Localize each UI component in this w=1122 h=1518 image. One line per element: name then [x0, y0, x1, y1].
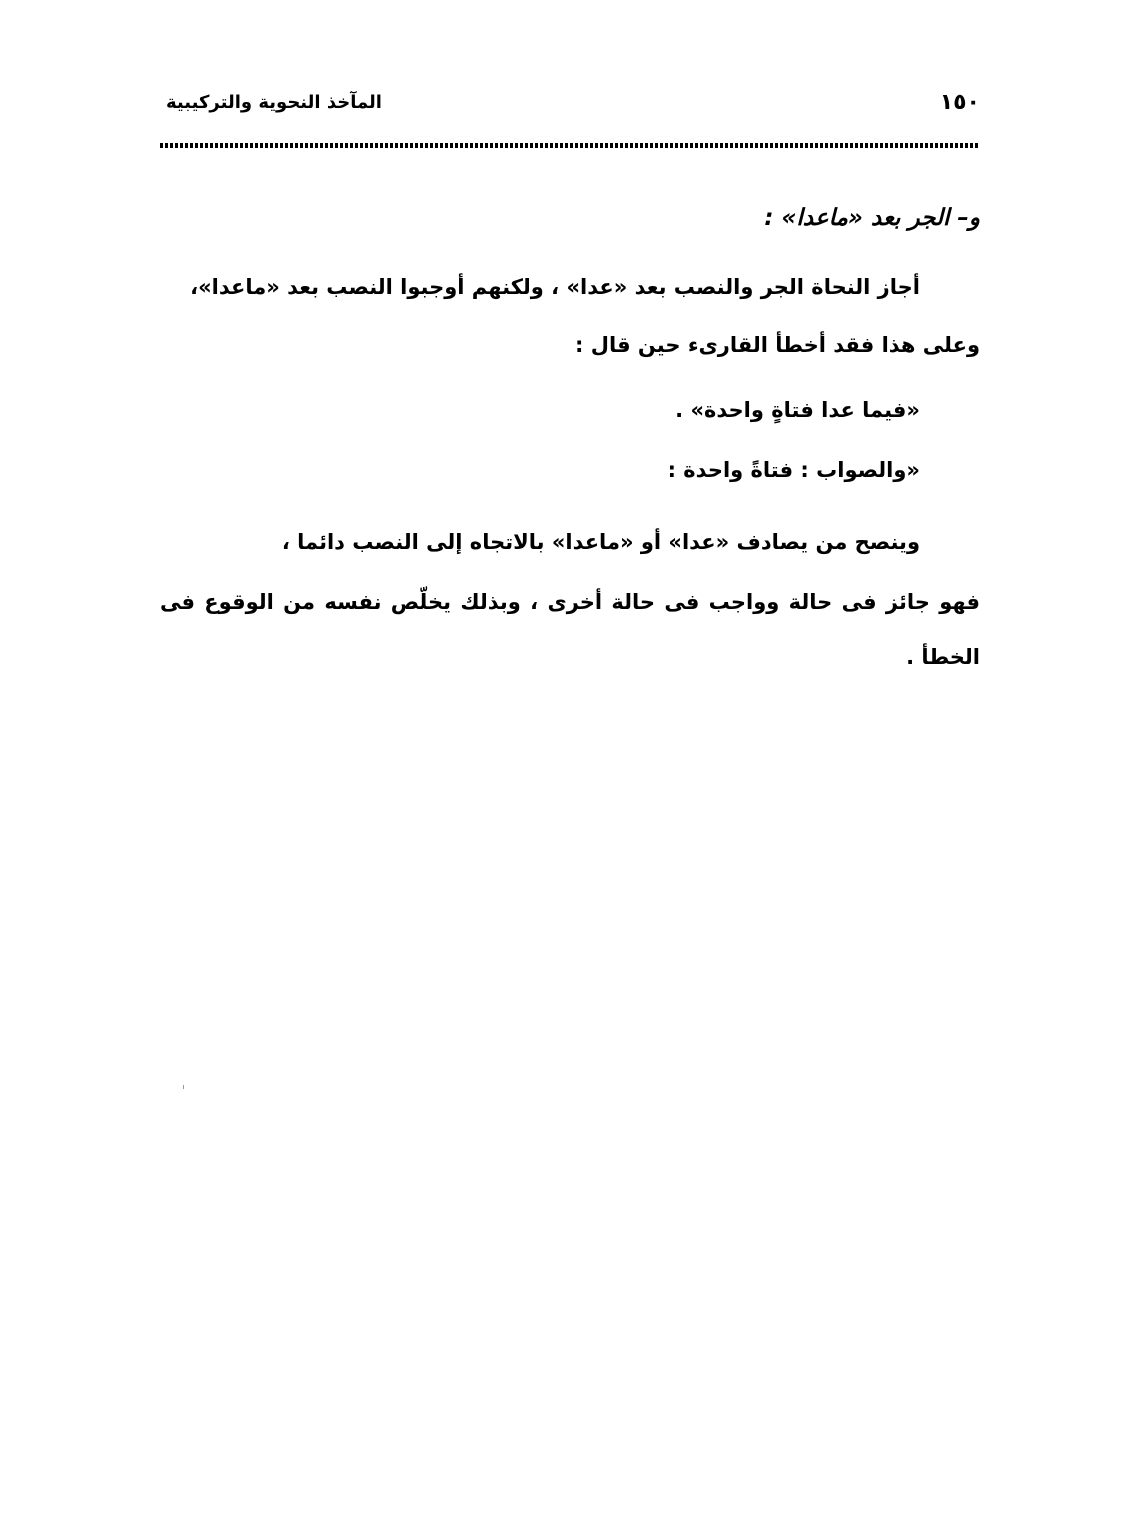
- paragraph-line: وينصح من يصادف «عدا» أو «ماعدا» بالاتجاه إلى النصب دائما ،: [281, 530, 920, 554]
- paragraph-line: أجاز النحاة الجر والنصب بعد «عدا» ، ولكنهم أوجبوا النصب بعد «ماعدا»،: [190, 275, 920, 299]
- example-correct: «والصواب : فتاةً واحدة :: [667, 458, 920, 482]
- page-number: ١٥٠: [939, 90, 980, 115]
- paragraph-line: فهو جائز فى حالة وواجب فى حالة أخرى ، وبذلك يخلّص نفسه من الوقوع فى: [160, 590, 980, 614]
- running-title: المآخذ النحوية والتركيبية: [166, 92, 382, 113]
- header-divider: [160, 143, 980, 148]
- paragraph-line: وعلى هذا فقد أخطأ القارىء حين قال :: [575, 333, 980, 357]
- paragraph-line: الخطأ .: [906, 645, 980, 669]
- scan-speck: [183, 1085, 184, 1089]
- section-heading: و– الجر بعد «ماعدا» :: [764, 205, 980, 231]
- page-header: [160, 86, 980, 126]
- example-wrong: «فيما عدا فتاةٍ واحدة» .: [675, 398, 920, 422]
